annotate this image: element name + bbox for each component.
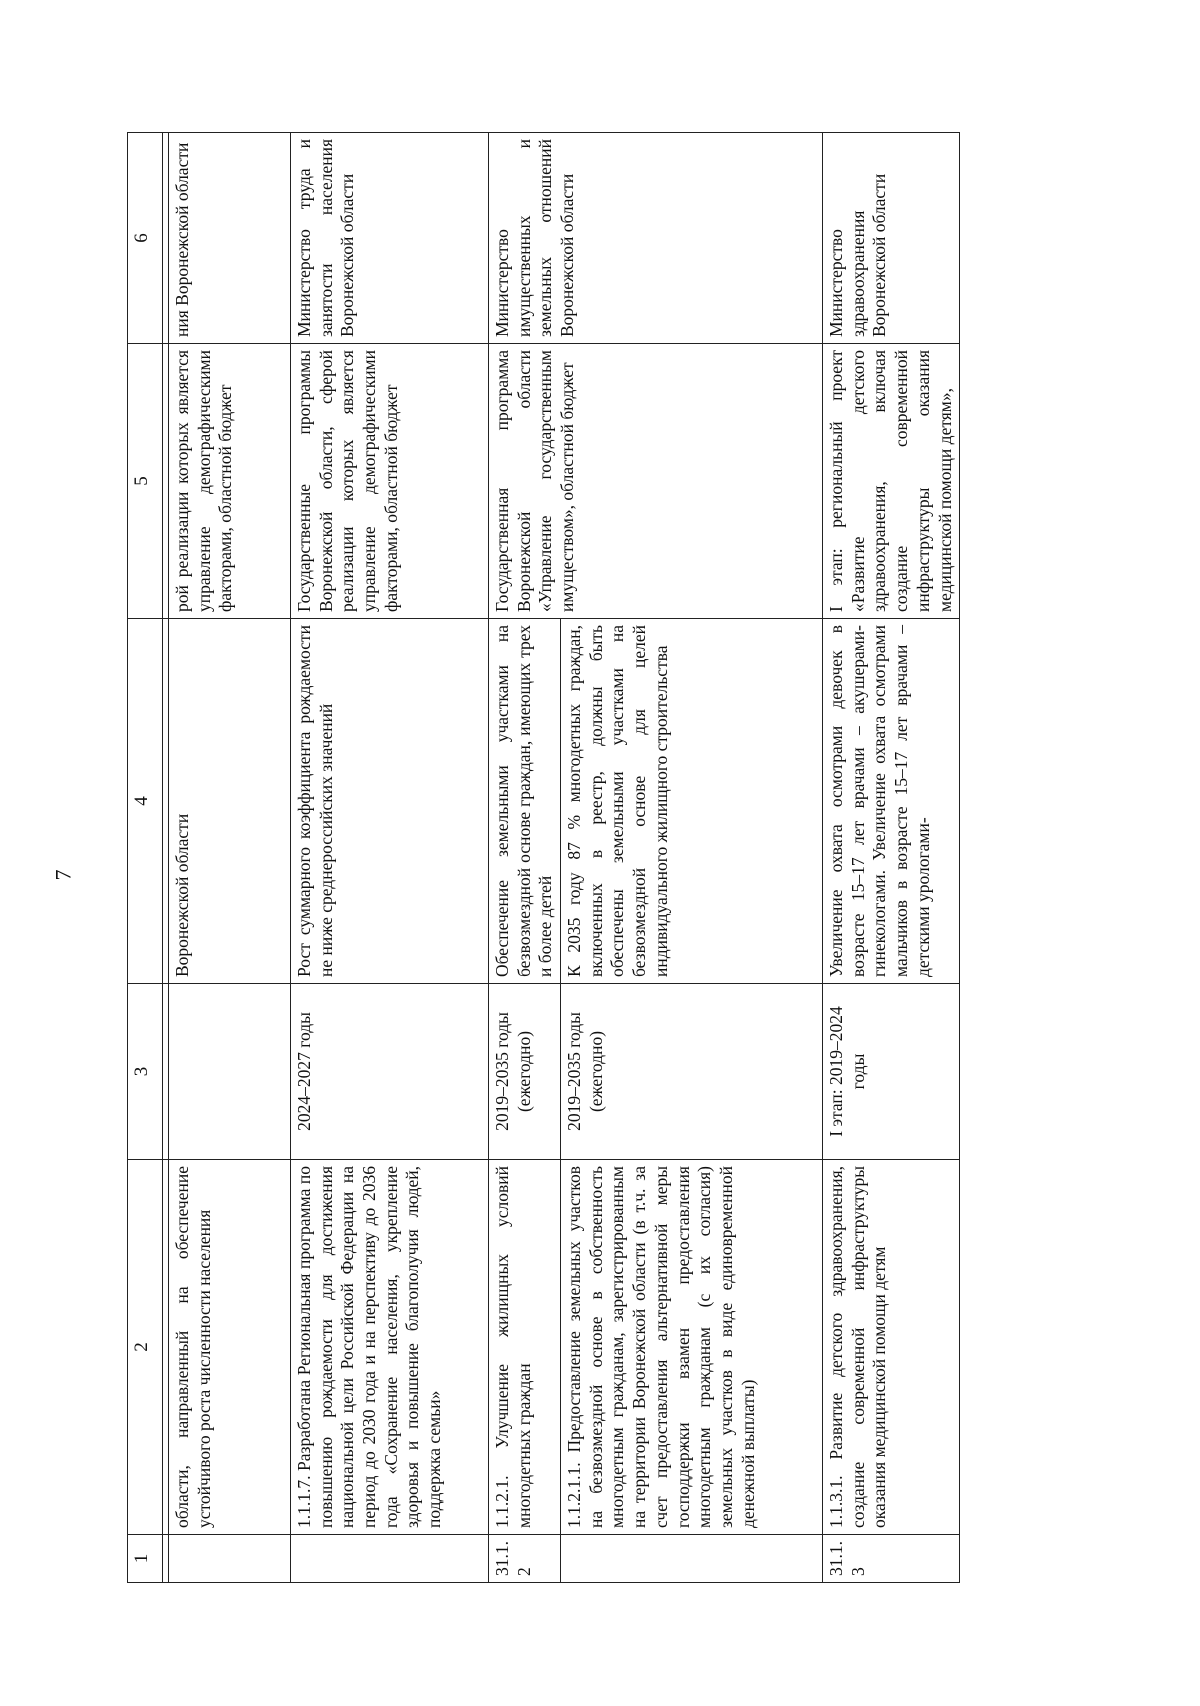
- executor-cell: Министерство здравоохранения Воронежской области: [823, 133, 960, 344]
- column-header: 1: [128, 1535, 163, 1583]
- column-header: 5: [128, 344, 163, 619]
- measure-cell: 1.1.1.7. Разработана Региональная программа по повышению рождаемости для достижения национальной цели Российской Федерации на период до 2030 года и на перспективу до 2036 года «Сохранение населения, укрепление здоровья и повышение благополучия людей, поддержка семьи»: [291, 1160, 489, 1535]
- period-cell: I этап: 2019–2024 годы: [823, 984, 960, 1160]
- code-cell: [561, 1535, 823, 1583]
- table-row: [489, 133, 561, 1583]
- source-cell: рой реализации которых является управление демографическими факторами, областной бюджет: [169, 344, 291, 619]
- measure-cell: области, направленный на обеспечение устойчивого роста численности населения: [169, 1160, 291, 1535]
- executor-cell: ния Воронежской области: [169, 133, 291, 344]
- column-header: 6: [128, 133, 163, 344]
- rotated-table-container: [127, 133, 1127, 1583]
- measure-cell: 1.1.2.1.1. Предоставление земельных участков на безвозмездной основе в собственность многодетным гражданам, зарегистрированным на территории Воронежской области (в т.ч. за счет предоставления альтернативной меры господдержки взамен предоставления многодетным гражданам (с их согласия) земельных участков в виде единовременной денежной выплаты): [561, 1160, 823, 1535]
- code-cell: [169, 1535, 291, 1583]
- source-cell: Государственная программа Воронежской области «Управление государственным имуществом», областной бюджет: [489, 344, 823, 619]
- executor-cell: Министерство труда и занятости населения Воронежской области: [291, 133, 489, 344]
- executor-cell: Министерство имущественных и земельных отношений Воронежской области: [489, 133, 823, 344]
- source-cell: I этап: региональный проект «Развитие детского здравоохранения, включая создание современной инфраструктуры оказания медицинской помощи детям»,: [823, 344, 960, 619]
- table-row: [823, 133, 960, 1583]
- measure-cell: 1.1.3.1. Развитие детского здравоохранения, создание современной инфраструктуры оказания медицинской помощи детям: [823, 1160, 960, 1535]
- indicator-cell: К 2035 году 87 % многодетных граждан, включенных в реестр, должны быть обеспечены земельными участками на безвозмездной основе для целей индивидуального жилищного строительства: [561, 619, 823, 984]
- indicator-cell: Рост суммарного коэффициента рождаемости не ниже среднероссийских значений: [291, 619, 489, 984]
- page-number: 7: [50, 869, 76, 881]
- code-cell: [291, 1535, 489, 1583]
- column-header: 2: [128, 1160, 163, 1535]
- period-cell: 2019–2035 годы (ежегодно): [489, 984, 561, 1160]
- source-cell: Государственные программы Воронежской области, сферой реализации которых является управление демографическими факторами, областной бюджет: [291, 344, 489, 619]
- measures-table: [127, 132, 960, 1583]
- table-row: [169, 133, 291, 1583]
- header-row: [128, 133, 163, 1583]
- code-cell: 31.1.2: [489, 1535, 561, 1583]
- measure-cell: 1.1.2.1. Улучшение жилищных условий многодетных граждан: [489, 1160, 561, 1535]
- period-cell: 2019–2035 годы (ежегодно): [561, 984, 823, 1160]
- column-header: 4: [128, 619, 163, 984]
- period-cell: [169, 984, 291, 1160]
- indicator-cell: Обеспечение земельными участками на безвозмездной основе граждан, имеющих трех и более детей: [489, 619, 561, 984]
- code-cell: 31.1.3: [823, 1535, 960, 1583]
- indicator-cell: Воронежской области: [169, 619, 291, 984]
- period-cell: 2024–2027 годы: [291, 984, 489, 1160]
- table-row: [291, 133, 489, 1583]
- column-header: 3: [128, 984, 163, 1160]
- indicator-cell: Увеличение охвата осмотрами девочек в возрасте 15–17 лет врачами – акушерами-гинекологами. Увеличение охвата осмотрами мальчиков в возрасте 15–17 лет врачами – детскими урологами-: [823, 619, 960, 984]
